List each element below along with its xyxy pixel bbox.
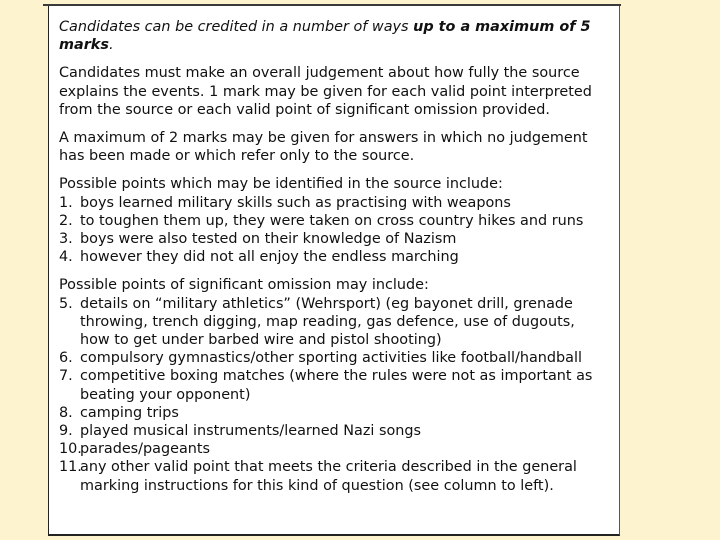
list-item-number: 9.	[59, 423, 73, 440]
list-item	[59, 349, 605, 367]
omission-points-list	[59, 295, 605, 495]
marking-instructions-panel	[48, 6, 620, 536]
list-item-number: 2.	[59, 212, 73, 229]
list-item-number: 4.	[59, 249, 73, 266]
intro-paragraph	[59, 18, 605, 54]
list-item-number: 1.	[59, 194, 73, 211]
list-item	[59, 295, 605, 350]
list-item-text: boys were also tested on their knowledge of Nazism	[80, 231, 457, 248]
list-item-text: boys learned military skills such as practising with weapons	[80, 194, 511, 211]
list-item-number: 7.	[59, 368, 73, 385]
list-item	[59, 367, 605, 403]
list-item	[59, 422, 605, 440]
list-item-number: 6.	[59, 350, 73, 367]
list-item	[59, 230, 605, 248]
omission-points-heading: Possible points of significant omission may include:	[59, 277, 429, 294]
max-marks-paragraph: A maximum of 2 marks may be given for answers in which no judgement has been made or which refer only to the source.	[59, 130, 588, 165]
source-points-heading: Possible points which may be identified in the source include:	[59, 176, 503, 193]
list-item-number: 11.	[59, 459, 82, 476]
list-item	[59, 194, 605, 212]
list-item-text: played musical instruments/learned Nazi songs	[80, 423, 422, 440]
list-item-number: 10.	[59, 441, 82, 458]
list-item-text: details on “military athletics” (Wehrsport) (eg bayonet drill, grenade throwing, trench digging, map reading, gas defence, use of dugouts, how to get under barbed wire and pistol shooting)	[80, 295, 575, 349]
source-points-list	[59, 194, 605, 267]
list-item-number: 5.	[59, 295, 73, 312]
list-item-text: competitive boxing matches (where the rules were not as important as beating your opponent)	[80, 368, 593, 403]
list-item	[59, 212, 605, 230]
list-item	[59, 458, 605, 494]
list-item-text: camping trips	[80, 404, 179, 421]
list-item	[59, 440, 605, 458]
list-item-text: however they did not all enjoy the endless marching	[80, 249, 459, 266]
intro-end-text: .	[108, 37, 114, 54]
intro-bold-text: up to a maximum of 5 marks	[59, 19, 591, 54]
judgement-paragraph: Candidates must make an overall judgement about how fully the source explains the events. 1 mark may be given for each valid point interpreted from the source or each valid point of significant omission provided.	[59, 65, 592, 118]
list-item-text: any other valid point that meets the criteria described in the general marking instructions for this kind of question (see column to left).	[80, 459, 577, 494]
intro-regular-text: Candidates can be credited in a number of ways	[59, 19, 414, 35]
list-item-text: parades/pageants	[80, 441, 211, 458]
list-item-text: compulsory gymnastics/other sporting activities like football/handball	[80, 350, 582, 367]
list-item	[59, 404, 605, 422]
list-item-text: to toughen them up, they were taken on cross country hikes and runs	[80, 212, 584, 229]
list-item-number: 3.	[59, 231, 73, 248]
list-item	[59, 248, 605, 266]
list-item-number: 8.	[59, 404, 73, 421]
